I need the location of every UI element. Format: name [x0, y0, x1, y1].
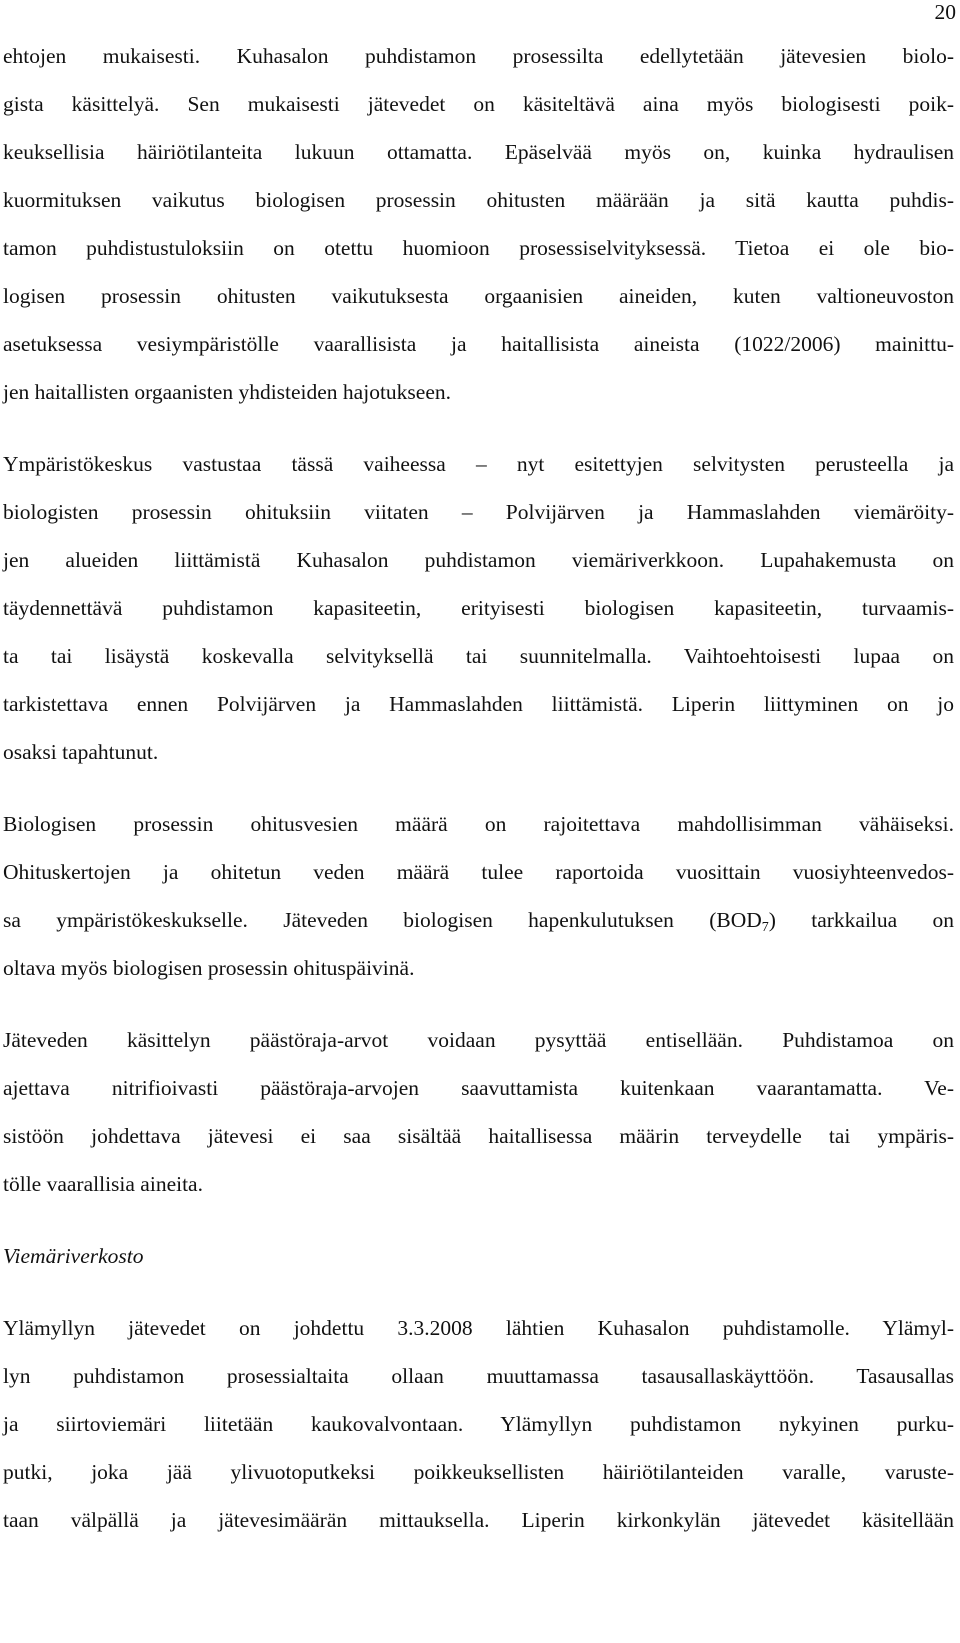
paragraph-1-line-5: tamon puhdistustuloksiin on otettu huomioon prosessiselvityksessä. Tietoa ei ole bio-	[3, 236, 954, 260]
paragraph-1-line-8: jen haitallisten orgaanisten yhdisteiden hajotukseen.	[3, 380, 452, 404]
paragraph-3-line-3	[3, 908, 954, 935]
paragraph-1-line-6: logisen prosessin ohitusten vaikutuksesta orgaanisien aineiden, kuten valtioneuvoston	[3, 284, 954, 308]
paragraph-2-line-2: biologisten prosessin ohituksiin viitaten – Polvijärven ja Hammaslahden viemäröity-	[3, 500, 954, 524]
paragraph-3-line-1: Biologisen prosessin ohitusvesien määrä on rajoitettava mahdollisimman vähäiseksi.	[3, 812, 954, 836]
bod-sentence-start: sa ympäristökeskukselle. Jäteveden biologisen hapenkulutuksen (BOD	[3, 908, 762, 932]
final-paragraph-line-3: ja siirtoviemäri liitetään kaukovalvontaan. Ylämyllyn puhdistamon nykyinen purku-	[3, 1412, 954, 1436]
paragraph-2-line-7: osaksi tapahtunut.	[3, 740, 159, 764]
final-paragraph-line-2: lyn puhdistamon prosessialtaita ollaan muuttamassa tasausallaskäyttöön. Tasausallas	[3, 1364, 954, 1388]
paragraph-4-line-4: tölle vaarallisia aineita.	[3, 1172, 203, 1196]
paragraph-2-line-4: täydennettävä puhdistamon kapasiteetin, erityisesti biologisen kapasiteetin, turvaamis-	[3, 596, 954, 620]
paragraph-1-line-4: kuormituksen vaikutus biologisen prosessin ohitusten määrään ja sitä kautta puhdis-	[3, 188, 954, 212]
section-heading: Viemäriverkosto	[3, 1244, 144, 1268]
final-paragraph-line-5: taan välpällä ja jätevesimäärän mittauksella. Liperin kirkonkylän jätevedet käsitellään	[3, 1508, 954, 1532]
paragraph-1-line-7: asetuksessa vesiympäristölle vaarallisista ja haitallisista aineista (1022/2006) mainittu-	[3, 332, 954, 356]
paragraph-2-line-6: tarkistettava ennen Polvijärven ja Hammaslahden liittämistä. Liperin liittyminen on jo	[3, 692, 954, 716]
paragraph-1-line-3: keuksellisia häiriötilanteita lukuun ottamatta. Epäselvää myös on, kuinka hydraulisen	[3, 140, 954, 164]
paragraph-1-line-2: gista käsittelyä. Sen mukaisesti jätevedet on käsiteltävä aina myös biologisesti poik-	[3, 92, 954, 116]
final-paragraph-line-1: Ylämyllyn jätevedet on johdettu 3.3.2008 lähtien Kuhasalon puhdistamolle. Ylämyl-	[3, 1316, 954, 1340]
bod-subscript: 7	[761, 920, 769, 935]
paragraph-2-line-1: Ympäristökeskus vastustaa tässä vaiheessa – nyt esitettyjen selvitysten perusteella ja	[3, 452, 954, 476]
paragraph-1-line-1: ehtojen mukaisesti. Kuhasalon puhdistamon prosessilta edellytetään jätevesien biolo-	[3, 44, 954, 68]
paragraph-3-line-2: Ohituskertojen ja ohitetun veden määrä tulee raportoida vuosittain vuosiyhteenvedos-	[3, 860, 954, 884]
paragraph-2-line-3: jen alueiden liittämistä Kuhasalon puhdistamon viemäriverkkoon. Lupahakemusta on	[3, 548, 954, 572]
paragraph-4-line-2: ajettava nitrifioivasti päästöraja-arvojen saavuttamista kuitenkaan vaarantamatta. Ve-	[3, 1076, 954, 1100]
paragraph-4-line-3: sistöön johdettava jätevesi ei saa sisältää haitallisessa määrin terveydelle tai ympäris-	[3, 1124, 954, 1148]
final-paragraph-line-4: putki, joka jää ylivuotoputkeksi poikkeuksellisten häiriötilanteiden varalle, varuste-	[3, 1460, 954, 1484]
paragraph-2-line-5: ta tai lisäystä koskevalla selvityksellä tai suunnitelmalla. Vaihtoehtoisesti lupaa on	[3, 644, 954, 668]
page-number: 20	[934, 0, 956, 24]
bod-sentence-end: ) tarkkailua on	[768, 908, 954, 932]
paragraph-4-line-1: Jäteveden käsittelyn päästöraja-arvot voidaan pysyttää entisellään. Puhdistamoa on	[3, 1028, 954, 1052]
paragraph-3-line-4: oltava myös biologisen prosessin ohituspäivinä.	[3, 956, 415, 980]
